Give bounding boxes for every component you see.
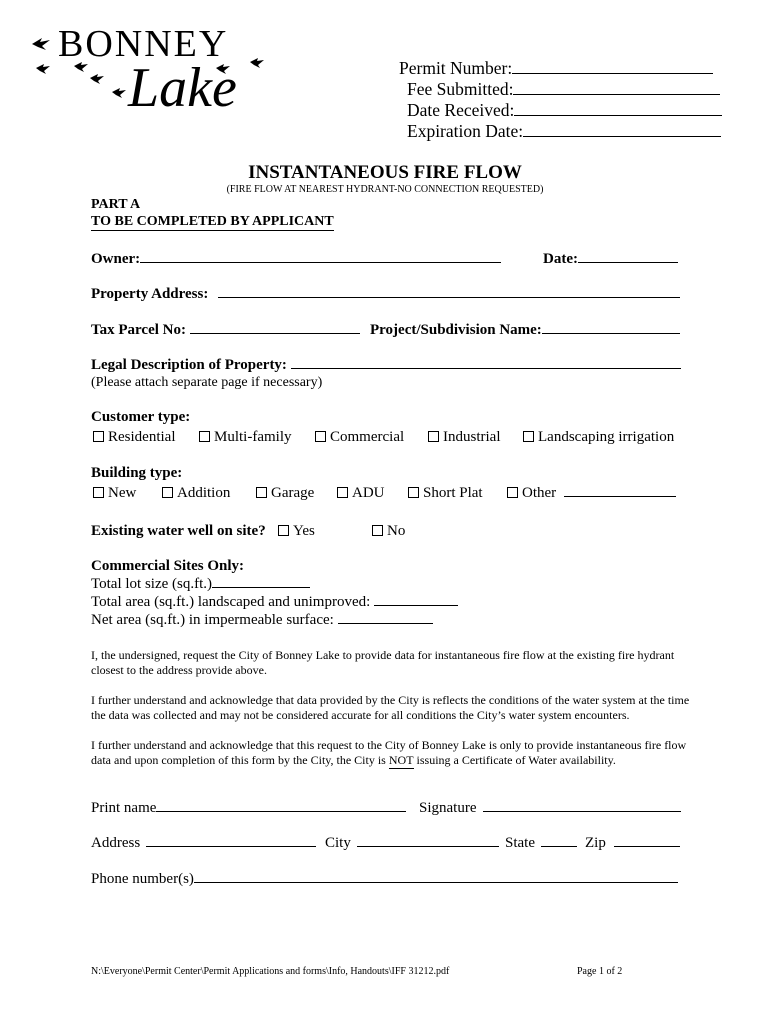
tax-parcel-label: Tax Parcel No:: [91, 322, 186, 338]
impermeable-area-label: Net area (sq.ft.) in impermeable surface:: [91, 612, 334, 628]
print-name-label: Print name: [91, 800, 157, 816]
date-label: Date:: [543, 251, 578, 267]
date-field[interactable]: [543, 251, 678, 268]
owner-field[interactable]: [91, 251, 501, 268]
water-well-question: Existing water well on site?: [91, 523, 266, 539]
fee-submitted-field[interactable]: [407, 79, 720, 100]
fee-submitted-label: Fee Submitted:: [407, 79, 514, 99]
print-name-field[interactable]: [91, 800, 406, 817]
residential-checkbox[interactable]: [93, 431, 104, 442]
state-label: State: [505, 835, 535, 851]
building-type-other[interactable]: Other: [507, 485, 676, 502]
building-type-garage[interactable]: Garage: [256, 485, 314, 502]
building-type-new[interactable]: New: [93, 485, 136, 502]
property-address-label: Property Address:: [91, 286, 209, 302]
multi-family-checkbox[interactable]: [199, 431, 210, 442]
paragraph-acknowledge-request: I further understand and acknowledge that this request to the City of Bonney Lake is only to provide instantaneous fire flow data and upon completion of this form by the City, the City is NOT issuing a Certificate of Water availability.: [91, 738, 687, 767]
customer-type-multi-family[interactable]: Multi-family: [199, 429, 292, 446]
customer-type-industrial[interactable]: Industrial: [428, 429, 501, 446]
expiration-date-label: Expiration Date:: [407, 121, 524, 141]
state-field[interactable]: [505, 835, 577, 852]
owner-label: Owner:: [91, 251, 141, 267]
short-plat-checkbox[interactable]: [408, 487, 419, 498]
yes-checkbox[interactable]: [278, 525, 289, 536]
tax-parcel-field[interactable]: [91, 322, 360, 339]
lot-size-field[interactable]: [91, 576, 310, 593]
other-checkbox[interactable]: [507, 487, 518, 498]
zip-field[interactable]: [585, 835, 680, 852]
building-type-heading: Building type:: [91, 465, 183, 481]
property-address-field[interactable]: [91, 286, 680, 303]
legal-description-field[interactable]: [91, 357, 681, 374]
phone-field[interactable]: [91, 871, 678, 888]
page-subtitle: (FIRE FLOW AT NEAREST HYDRANT-NO CONNECTION REQUESTED): [226, 184, 544, 195]
addition-checkbox[interactable]: [162, 487, 173, 498]
part-instruction: TO BE COMPLETED BY APPLICANT: [91, 214, 334, 229]
garage-checkbox[interactable]: [256, 487, 267, 498]
building-type-adu[interactable]: ADU: [337, 485, 385, 502]
project-name-label: Project/Subdivision Name:: [370, 322, 542, 338]
date-received-label: Date Received:: [407, 100, 515, 120]
customer-type-commercial[interactable]: Commercial: [315, 429, 404, 446]
customer-type-residential[interactable]: Residential: [93, 429, 176, 446]
landscaped-area-label: Total area (sq.ft.) landscaped and unimproved:: [91, 594, 371, 610]
water-well-yes[interactable]: Yes: [278, 523, 315, 540]
new-checkbox[interactable]: [93, 487, 104, 498]
customer-type-heading: Customer type:: [91, 409, 191, 425]
part-label: PART A: [91, 197, 141, 212]
commercial-heading: Commercial Sites Only:: [91, 558, 245, 574]
logo-line-lake: Lake: [128, 57, 237, 119]
adu-checkbox[interactable]: [337, 487, 348, 498]
water-well-no[interactable]: No: [372, 523, 405, 540]
zip-label: Zip: [585, 835, 606, 851]
industrial-checkbox[interactable]: [428, 431, 439, 442]
impermeable-area-field[interactable]: [91, 612, 433, 629]
landscaped-area-field[interactable]: [91, 594, 458, 611]
permit-number-field[interactable]: [399, 58, 713, 79]
bonney-lake-logo: [28, 22, 268, 122]
permit-number-label: Permit Number:: [399, 58, 513, 78]
signature-label: Signature: [419, 800, 477, 816]
paragraph-request: I, the undersigned, request the City of Bonney Lake to provide data for instantaneous fire flow at the existing fire hydrant closest to the address provide above.: [91, 648, 675, 677]
landscaping-checkbox[interactable]: [523, 431, 534, 442]
page-title: INSTANTANEOUS FIRE FLOW: [248, 162, 522, 183]
address-label: Address: [91, 835, 141, 851]
building-type-short-plat[interactable]: Short Plat: [408, 485, 483, 502]
phone-label: Phone number(s): [91, 871, 194, 887]
lot-size-label: Total lot size (sq.ft.): [91, 576, 213, 592]
city-label: City: [325, 835, 351, 851]
legal-description-note: (Please attach separate page if necessary): [91, 375, 323, 390]
signature-field[interactable]: [419, 800, 681, 817]
no-checkbox[interactable]: [372, 525, 383, 536]
not-emphasis: NOT: [388, 753, 414, 767]
footer-file-path: N:\Everyone\Permit Center\Permit Applications and forms\Info, Handouts\IFF 31212.pdf: [91, 966, 450, 977]
commercial-checkbox[interactable]: [315, 431, 326, 442]
expiration-date-field[interactable]: [407, 121, 721, 142]
city-field[interactable]: [325, 835, 499, 852]
project-name-field[interactable]: [370, 322, 680, 339]
building-type-addition[interactable]: Addition: [162, 485, 230, 502]
paragraph-acknowledge-data: I further understand and acknowledge that data provided by the City is reflects the conditions of the water system at the time the data was collected and may not be considered accurate for all conditions the City’s water system encounters.: [91, 693, 690, 722]
address-field[interactable]: [91, 835, 316, 852]
customer-type-landscaping[interactable]: Landscaping irrigation: [523, 429, 674, 446]
legal-description-label: Legal Description of Property:: [91, 357, 287, 373]
date-received-field[interactable]: [407, 100, 722, 121]
logo-line-bonney: BONNEY: [58, 23, 229, 65]
footer-page-number: Page 1 of 2: [577, 966, 623, 977]
